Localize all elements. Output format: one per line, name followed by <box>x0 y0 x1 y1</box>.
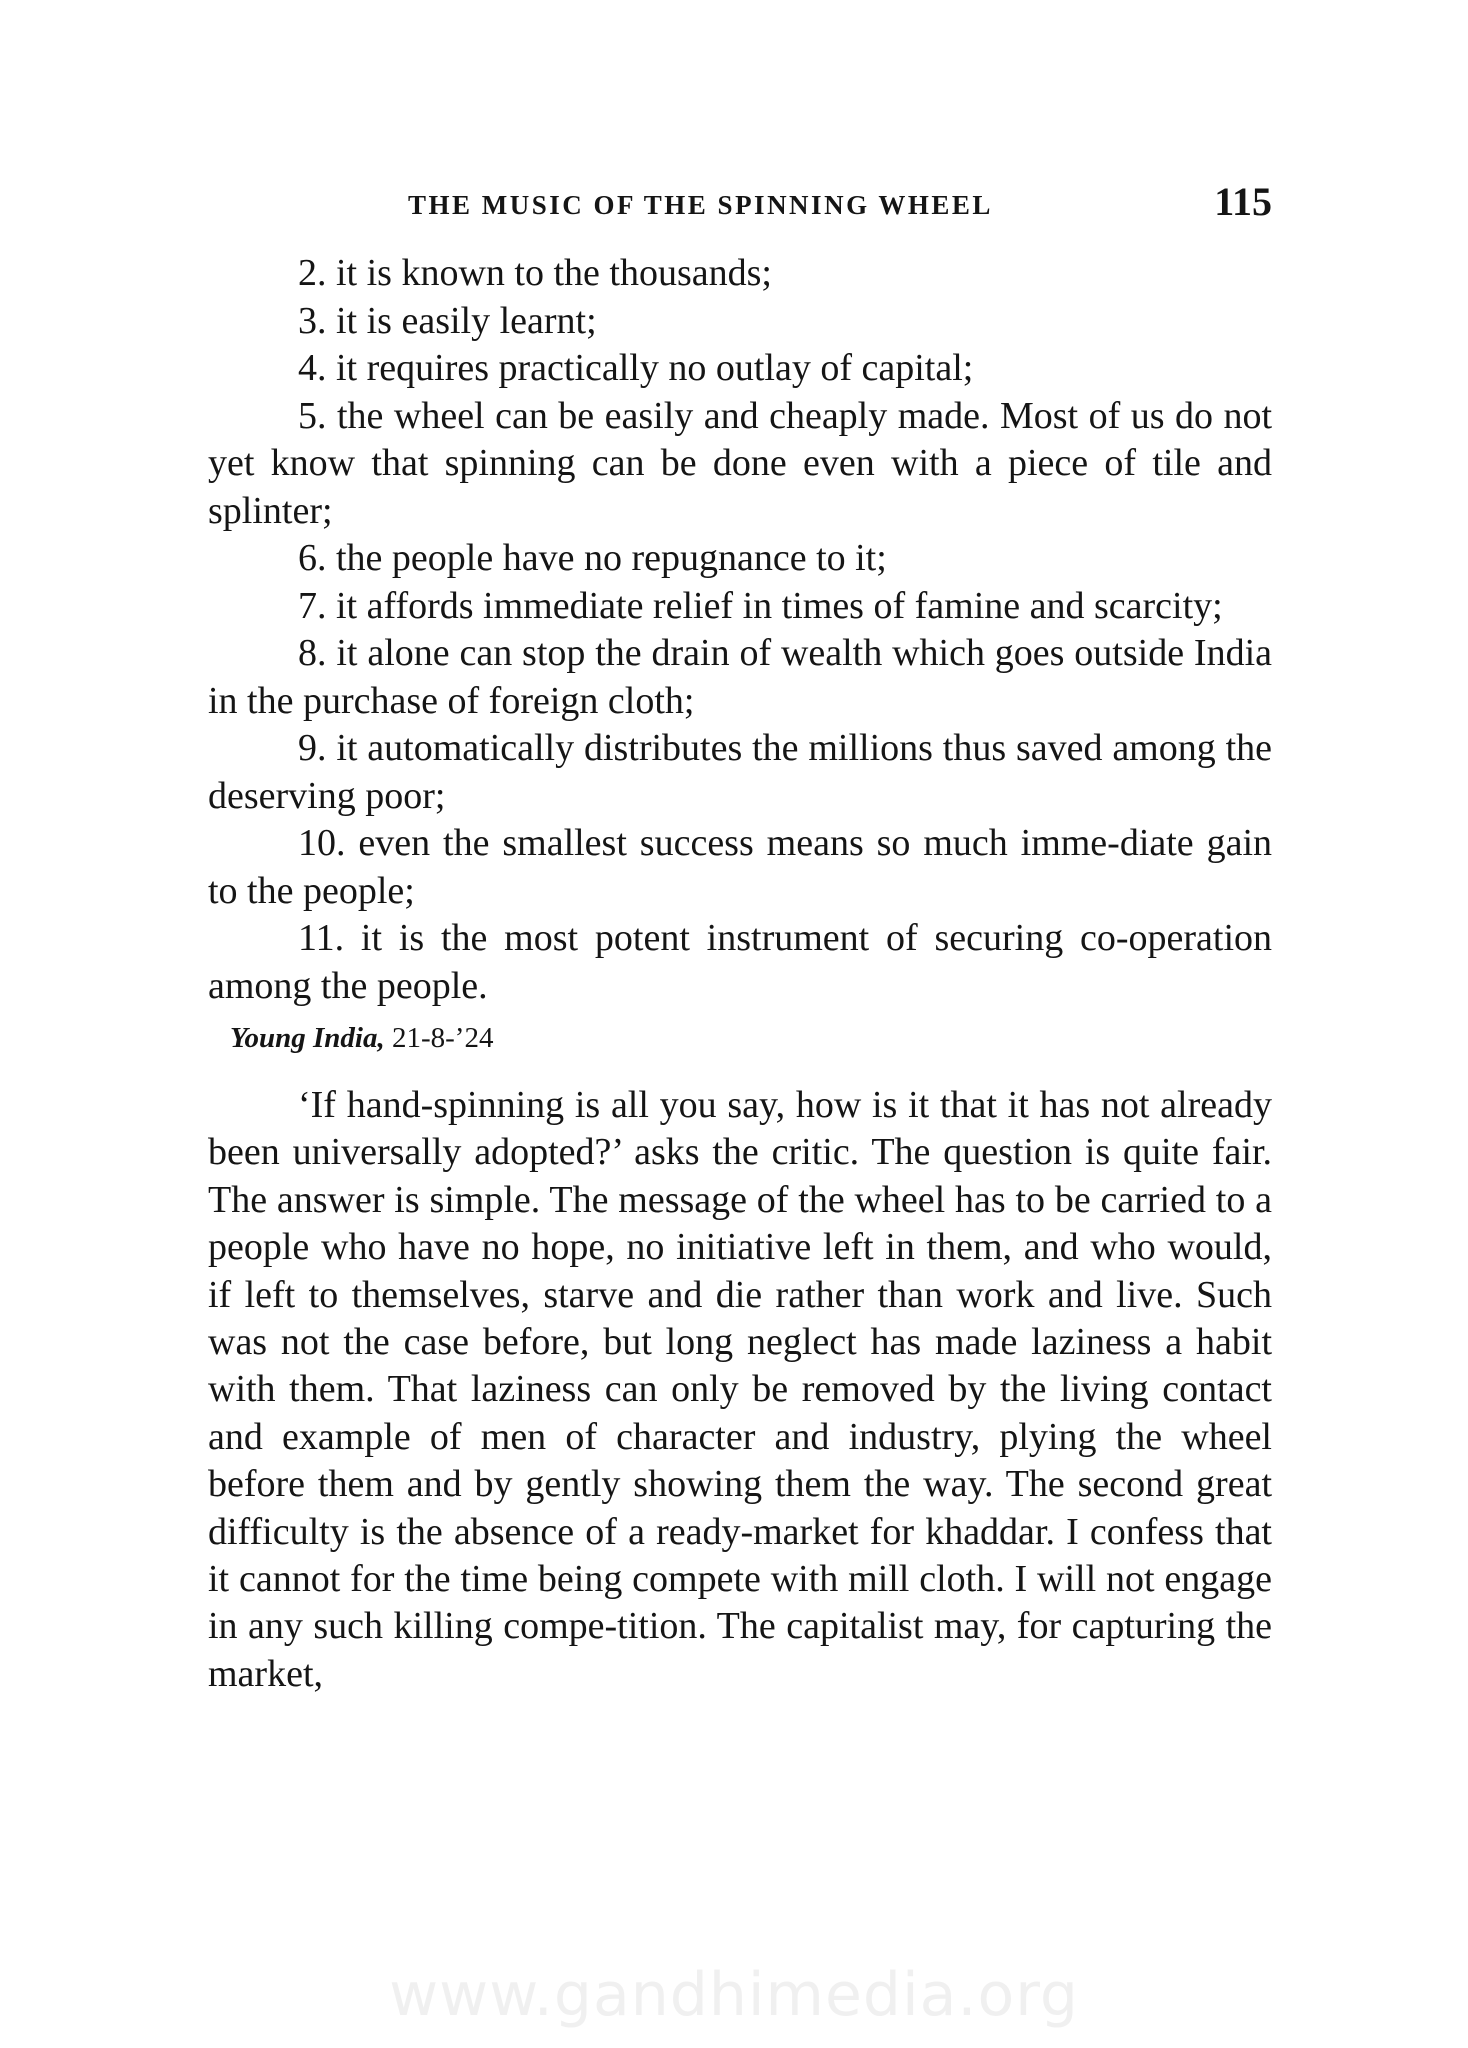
list-item-number: 9. <box>298 727 327 769</box>
citation-date: 21-8-’24 <box>391 1022 494 1054</box>
citation <box>230 1018 1272 1058</box>
list-item-number: 11. <box>298 917 345 959</box>
watermark: www.gandhimedia.org <box>389 1960 1079 2030</box>
list-item <box>208 583 1272 631</box>
list-item-number: 4. <box>298 347 327 389</box>
list-item <box>208 298 1272 346</box>
list-item <box>208 393 1272 536</box>
list-item-text: it is easily learnt; <box>336 299 597 342</box>
list-item-number: 6. <box>298 537 327 579</box>
list-item <box>208 915 1272 1010</box>
list-item <box>208 250 1272 298</box>
list-item-number: 7. <box>298 584 327 627</box>
running-title: THE MUSIC OF THE SPINNING WHEEL <box>408 190 993 220</box>
list-item-text: it is the most potent instrument of securing co-operation among the people. <box>208 917 1273 1007</box>
list-item-number: 5. <box>298 394 327 437</box>
list-item-number: 3. <box>298 299 327 342</box>
list-item-text: it affords immediate relief in times of famine and scarcity; <box>336 584 1223 627</box>
list-item <box>208 535 1272 583</box>
list-item <box>208 820 1272 915</box>
page-number: 115 <box>1214 179 1272 224</box>
list-item-text: it alone can stop the drain of wealth which goes outside India in the purchase of foreign cloth; <box>208 632 1272 722</box>
body-paragraph: ‘If hand-spinning is all you say, how is it that it has not already been universally adopted?’ asks the critic. The question is quite fair. The answer is simple. The message of the wheel has to be carried to a people who have no hope, no initiative left in them, and who would, if left to themselves, starve and die rather than work and live. Such was not the case before, but long neglect has made laziness a habit with them. That laziness can only be removed by the living contact and example of men of character and industry, plying the wheel before them and by gently showing them the way. The second great difficulty is the absence of a ready-market for khaddar. I confess that it cannot for the time being compete with mill cloth. I will not engage in any such killing compe-tition. The capitalist may, for capturing the market, <box>208 1084 1272 1695</box>
list-item-text: it automatically distributes the millions thus saved among the deserving poor; <box>208 727 1273 817</box>
list-item-number: 10. <box>298 822 346 864</box>
list-item-text: even the smallest success means so much imme-diate gain to the people; <box>208 822 1272 912</box>
citation-source: Young India, <box>230 1022 385 1054</box>
list-item-text: it is known to the thousands; <box>336 252 772 294</box>
list-item <box>208 630 1272 725</box>
list-item-text: the people have no repugnance to it; <box>336 537 887 579</box>
list-item-text: it requires practically no outlay of capital; <box>336 347 974 389</box>
list-item-text: the wheel can be easily and cheaply made. Most of us do not yet know that spinning can be done even with a piece of tile and splinter; <box>208 394 1273 532</box>
running-head <box>208 178 1272 238</box>
list-item-number: 8. <box>298 632 327 674</box>
list-item <box>208 725 1272 820</box>
list-item-number: 2. <box>298 252 327 294</box>
list-item <box>208 345 1272 393</box>
body-text <box>208 250 1272 1698</box>
